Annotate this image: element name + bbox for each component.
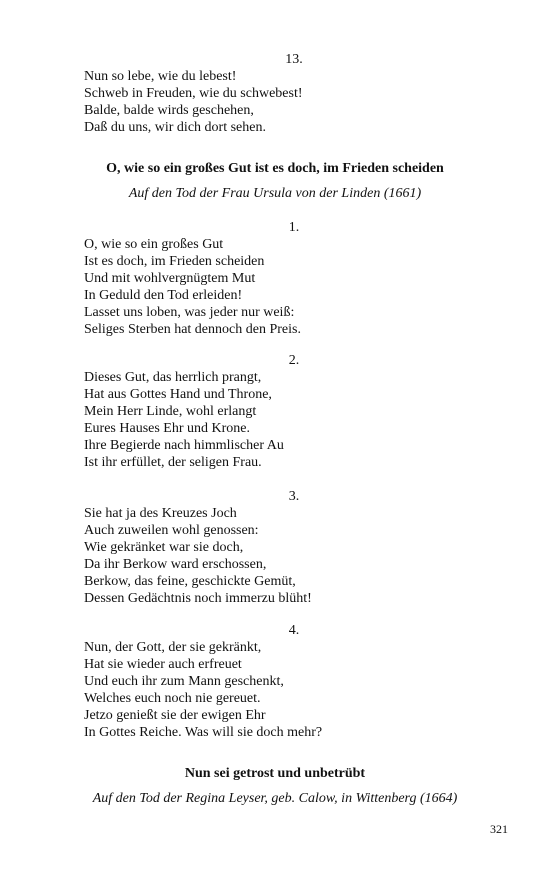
verse-line: Eures Hauses Ehr und Krone.: [84, 421, 251, 436]
verse-line: Daß du uns, wir dich dort sehen.: [84, 120, 266, 135]
verse-line: Ihre Begierde nach himmlischer Au: [84, 438, 284, 453]
stanza-number-text: 13.: [285, 52, 303, 67]
stanza-2: [84, 352, 504, 471]
verse-line: In Gottes Reiche. Was will sie doch mehr?: [84, 725, 323, 740]
stanza-1: [84, 219, 504, 338]
verse-line: Balde, balde wirds geschehen,: [84, 103, 254, 118]
verse-line: Hat aus Gottes Hand und Throne,: [84, 387, 272, 402]
stanza-number: [84, 51, 504, 68]
verse-line: Jetzo genießt sie der ewigen Ehr: [84, 708, 266, 723]
verse-line: Dieses Gut, das herrlich prangt,: [84, 370, 262, 385]
verse-line: O, wie so ein großes Gut: [84, 237, 224, 252]
poem-subtitle: Auf den Tod der Regina Leyser, geb. Calow, in Wittenberg (1664): [92, 791, 458, 806]
stanza-number: 4.: [288, 623, 300, 638]
stanza-number: 2.: [288, 353, 300, 368]
verse-line: Ist ihr erfüllet, der seligen Frau.: [84, 455, 262, 470]
page-number: 321: [490, 822, 508, 836]
stanza-number: 1.: [288, 220, 300, 235]
stanza-4: [84, 622, 504, 741]
verse-line: Mein Herr Linde, wohl erlangt: [84, 404, 257, 419]
verse-line: Auch zuweilen wohl genossen:: [84, 523, 259, 538]
verse-line: Nun so lebe, wie du lebest!: [84, 69, 237, 84]
verse-line: Hat sie wieder auch erfreuet: [84, 657, 242, 672]
verse-line: Berkow, das feine, geschickte Gemüt,: [84, 574, 296, 589]
verse-line: In Geduld den Tod erleiden!: [84, 288, 243, 303]
verse-line: Dessen Gedächtnis noch immerzu blüht!: [84, 591, 312, 606]
verse-line: Und mit wohlvergnügtem Mut: [84, 271, 256, 286]
poem-title: O, wie so ein großes Gut ist es doch, im Frieden scheiden: [106, 161, 444, 176]
verse-line: Da ihr Berkow ward erschossen,: [84, 557, 267, 572]
verse-line: Schweb in Freuden, wie du schwebest!: [84, 86, 303, 101]
stanza-13: [84, 51, 504, 136]
stanza-3: [84, 488, 504, 607]
verse-line: Seliges Sterben hat dennoch den Preis.: [84, 322, 301, 337]
verse-line: Sie hat ja des Kreuzes Joch: [84, 506, 237, 521]
verse-line: Ist es doch, im Frieden scheiden: [84, 254, 265, 269]
verse-line: Und euch ihr zum Mann geschenkt,: [84, 674, 284, 689]
verse-line: Wie gekränket war sie doch,: [84, 540, 244, 555]
poem-title: Nun sei getrost und unbetrübt: [184, 766, 366, 781]
poem-subtitle: Auf den Tod der Frau Ursula von der Linden (1661): [128, 186, 422, 201]
verse-line: Welches euch noch nie gereuet.: [84, 691, 261, 706]
verse-line: Lasset uns loben, was jeder nur weiß:: [84, 305, 295, 320]
stanza-number: 3.: [288, 489, 300, 504]
verse-line: Nun, der Gott, der sie gekränkt,: [84, 640, 262, 655]
